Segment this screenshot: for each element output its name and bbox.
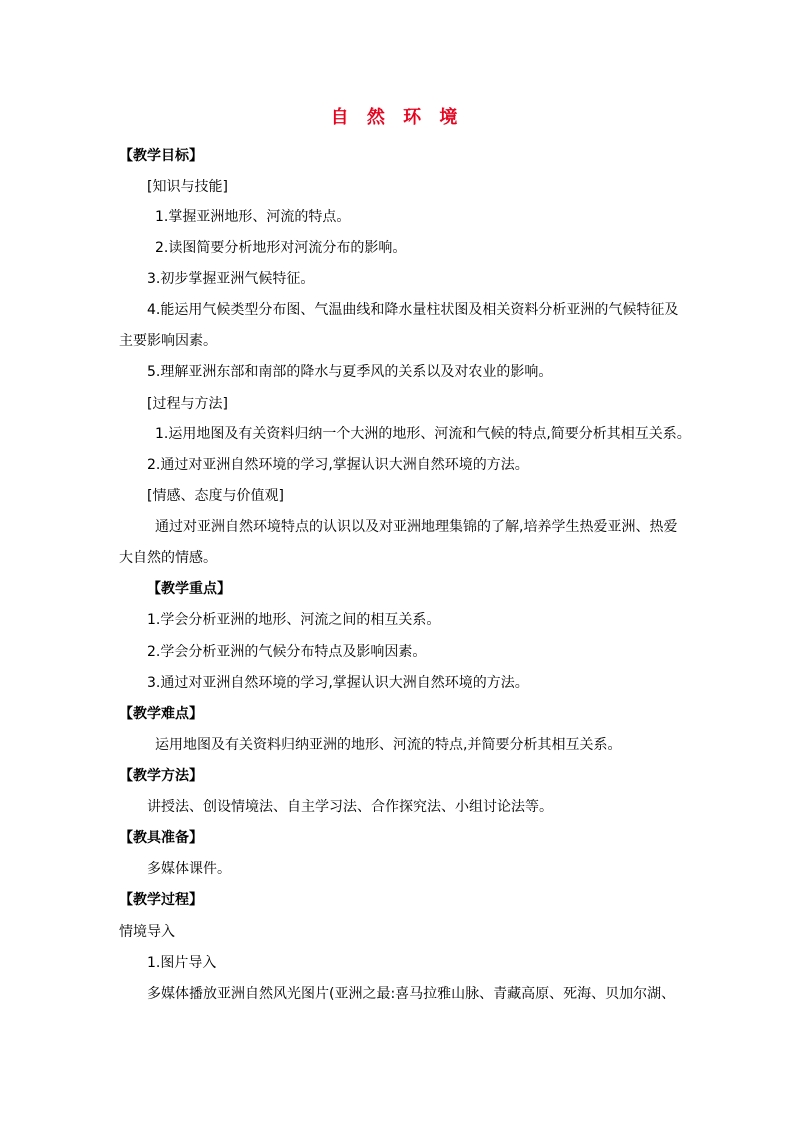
heading-teaching-objectives: 【教学目标】: [119, 148, 203, 164]
subheading-emotion-values: [情感、态度与价值观]: [147, 488, 284, 504]
document-title: 自 然 环 境: [330, 107, 464, 128]
paragraph-line: 3.初步掌握亚洲气候特征。: [147, 271, 315, 287]
subheading-process-methods: [过程与方法]: [147, 396, 228, 412]
paragraph-line: 2.通过对亚洲自然环境的学习,掌握认识大洲自然环境的方法。: [147, 457, 529, 473]
paragraph-line: 多媒体播放亚洲自然风光图片(亚洲之最:喜马拉雅山脉、青藏高原、死海、贝加尔湖、: [147, 986, 676, 1002]
heading-teaching-focus: 【教学重点】: [147, 581, 231, 597]
paragraph-line: 运用地图及有关资料归纳亚洲的地形、河流的特点,并简要分析其相互关系。: [155, 737, 622, 753]
paragraph-line: 主要影响因素。: [119, 333, 217, 349]
paragraph-line: 情境导入: [119, 924, 175, 940]
paragraph-line: 多媒体课件。: [147, 861, 231, 877]
heading-teaching-methods: 【教学方法】: [119, 768, 203, 784]
heading-teaching-difficulty: 【教学难点】: [119, 706, 203, 722]
subheading-knowledge-skills: [知识与技能]: [147, 179, 228, 195]
paragraph-line: 2.学会分析亚洲的气候分布特点及影响因素。: [147, 644, 427, 660]
paragraph-line: 1.运用地图及有关资料归纳一个大洲的地形、河流和气候的特点,简要分析其相互关系。: [155, 426, 691, 442]
paragraph-line: 大自然的情感。: [119, 550, 217, 566]
paragraph-line: 1.图片导入: [147, 955, 217, 971]
paragraph-line: 4.能运用气候类型分布图、气温曲线和降水量柱状图及相关资料分析亚洲的气候特征及: [147, 302, 679, 318]
paragraph-line: 3.通过对亚洲自然环境的学习,掌握认识大洲自然环境的方法。: [147, 675, 529, 691]
paragraph-line: 通过对亚洲自然环境特点的认识以及对亚洲地理集锦的了解,培养学生热爱亚洲、热爱: [155, 519, 678, 535]
heading-teaching-tools: 【教具准备】: [119, 830, 203, 846]
paragraph-line: 1.学会分析亚洲的地形、河流之间的相互关系。: [147, 612, 441, 628]
paragraph-line: 5.理解亚洲东部和南部的降水与夏季风的关系以及对农业的影响。: [147, 364, 553, 380]
paragraph-line: 2.读图简要分析地形对河流分布的影响。: [155, 240, 407, 256]
paragraph-line: 讲授法、创设情境法、自主学习法、合作探究法、小组讨论法等。: [147, 799, 553, 815]
heading-teaching-process: 【教学过程】: [119, 892, 203, 908]
paragraph-line: 1.掌握亚洲地形、河流的特点。: [155, 209, 351, 225]
